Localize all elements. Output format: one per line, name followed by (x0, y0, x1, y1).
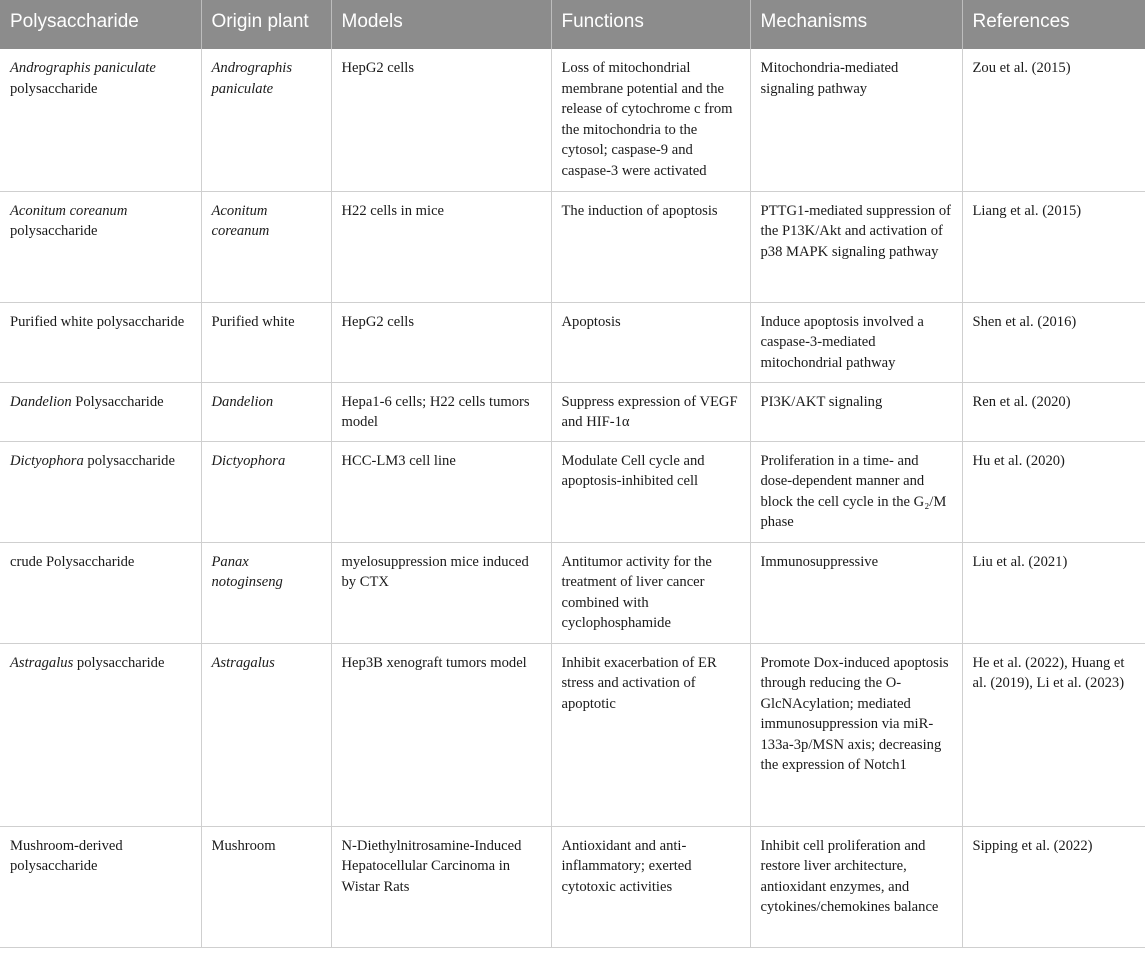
polysaccharide-label: Mushroom-derived polysaccharide (10, 837, 123, 874)
cell-references: He et al. (2022), Huang et al. (2019), Li et al. (2023) (962, 643, 1145, 826)
header-mechanisms: Mechanisms (750, 0, 962, 49)
cell-references: Liang et al. (2015) (962, 191, 1145, 302)
table-row (0, 302, 1145, 382)
header-functions: Functions (551, 0, 750, 49)
polysaccharide-species: Dandelion (10, 393, 72, 410)
cell-mechanisms: Inhibit cell proliferation and restore liver architecture, antioxidant enzymes, and cytokines/chemokines balance (750, 826, 962, 947)
cell-polysaccharide (0, 542, 201, 643)
polysaccharide-label: polysaccharide (83, 452, 175, 469)
cell-models: Hepa1-6 cells; H22 cells tumors model (331, 382, 551, 441)
table-row (0, 191, 1145, 302)
polysaccharide-species: Astragalus (10, 654, 74, 671)
polysaccharide-label: polysaccharide (10, 223, 98, 239)
polysaccharide-label: polysaccharide (10, 80, 98, 97)
cell-polysaccharide (0, 49, 201, 191)
cell-mechanisms: PI3K/AKT signaling (750, 382, 962, 441)
polysaccharide-species: Dictyophora (10, 452, 84, 469)
cell-functions: The induction of apoptosis (551, 191, 750, 302)
polysaccharide-label: polysaccharide (73, 654, 165, 671)
polysaccharide-species: Aconitum coreanum (10, 202, 128, 219)
cell-polysaccharide (0, 643, 201, 826)
cell-origin-plant: Astragalus (201, 643, 331, 826)
header-models: Models (331, 0, 551, 49)
cell-references: Zou et al. (2015) (962, 49, 1145, 191)
cell-references: Sipping et al. (2022) (962, 826, 1145, 947)
cell-polysaccharide (0, 302, 201, 382)
table-row (0, 382, 1145, 441)
table-row (0, 542, 1145, 643)
header-row (0, 0, 1145, 49)
table-header (0, 0, 1145, 49)
cell-polysaccharide (0, 826, 201, 947)
cell-origin-plant: Dandelion (201, 382, 331, 441)
cell-origin-plant: Purified white (201, 302, 331, 382)
cell-functions: Inhibit exacerbation of ER stress and activation of apoptotic (551, 643, 750, 826)
table-row (0, 643, 1145, 826)
cell-origin-plant: Andrographis paniculate (201, 49, 331, 191)
cell-models: Hep3B xenograft tumors model (331, 643, 551, 826)
cell-origin-plant: Panax notoginseng (201, 542, 331, 643)
cell-mechanisms: Proliferation in a time- and dose-dependent manner and block the cell cycle in the G₂/M phase (750, 441, 962, 542)
cell-functions: Suppress expression of VEGF and HIF-1α (551, 382, 750, 441)
cell-models: H22 cells in mice (331, 191, 551, 302)
cell-mechanisms: Induce apoptosis involved a caspase-3-mediated mitochondrial pathway (750, 302, 962, 382)
header-references: References (962, 0, 1145, 49)
header-polysaccharide: Polysaccharide (0, 0, 201, 49)
cell-mechanisms: Mitochondria-mediated signaling pathway (750, 49, 962, 191)
cell-references: Shen et al. (2016) (962, 302, 1145, 382)
cell-mechanisms: Immunosuppressive (750, 542, 962, 643)
cell-mechanisms: Promote Dox-induced apoptosis through reducing the O-GlcNAcylation; mediated immunosuppression via miR-133a-3p/MSN axis; decreasing the expression of Notch1 (750, 643, 962, 826)
cell-models: HepG2 cells (331, 49, 551, 191)
table-body (0, 49, 1145, 947)
polysaccharide-label: Polysaccharide (71, 393, 164, 410)
cell-origin-plant: Aconitum coreanum (201, 191, 331, 302)
cell-functions: Modulate Cell cycle and apoptosis-inhibited cell (551, 441, 750, 542)
table-row (0, 441, 1145, 542)
cell-models: HepG2 cells (331, 302, 551, 382)
cell-mechanisms: PTTG1-mediated suppression of the P13K/Akt and activation of p38 MAPK signaling pathway (750, 191, 962, 302)
cell-origin-plant: Mushroom (201, 826, 331, 947)
header-origin-plant: Origin plant (201, 0, 331, 49)
polysaccharide-label: crude Polysaccharide (10, 553, 135, 570)
polysaccharide-species: Andrographis paniculate (10, 60, 156, 76)
cell-references: Hu et al. (2020) (962, 441, 1145, 542)
cell-polysaccharide (0, 191, 201, 302)
cell-references: Ren et al. (2020) (962, 382, 1145, 441)
cell-models: myelosuppression mice induced by CTX (331, 542, 551, 643)
cell-origin-plant: Dictyophora (201, 441, 331, 542)
cell-models: N-Diethylnitrosamine-Induced Hepatocellular Carcinoma in Wistar Rats (331, 826, 551, 947)
polysaccharide-label: Purified white polysaccharide (10, 313, 185, 330)
cell-references: Liu et al. (2021) (962, 542, 1145, 643)
table-row (0, 49, 1145, 191)
cell-functions: Loss of mitochondrial membrane potential and the release of cytochrome c from the mitochondria to the cytosol; caspase-9 and caspase-3 were activated (551, 49, 750, 191)
cell-functions: Antioxidant and anti-inflammatory; exerted cytotoxic activities (551, 826, 750, 947)
cell-polysaccharide (0, 441, 201, 542)
cell-models: HCC-LM3 cell line (331, 441, 551, 542)
cell-functions: Apoptosis (551, 302, 750, 382)
cell-polysaccharide (0, 382, 201, 441)
cell-functions: Antitumor activity for the treatment of liver cancer combined with cyclophosphamide (551, 542, 750, 643)
table-row (0, 826, 1145, 947)
